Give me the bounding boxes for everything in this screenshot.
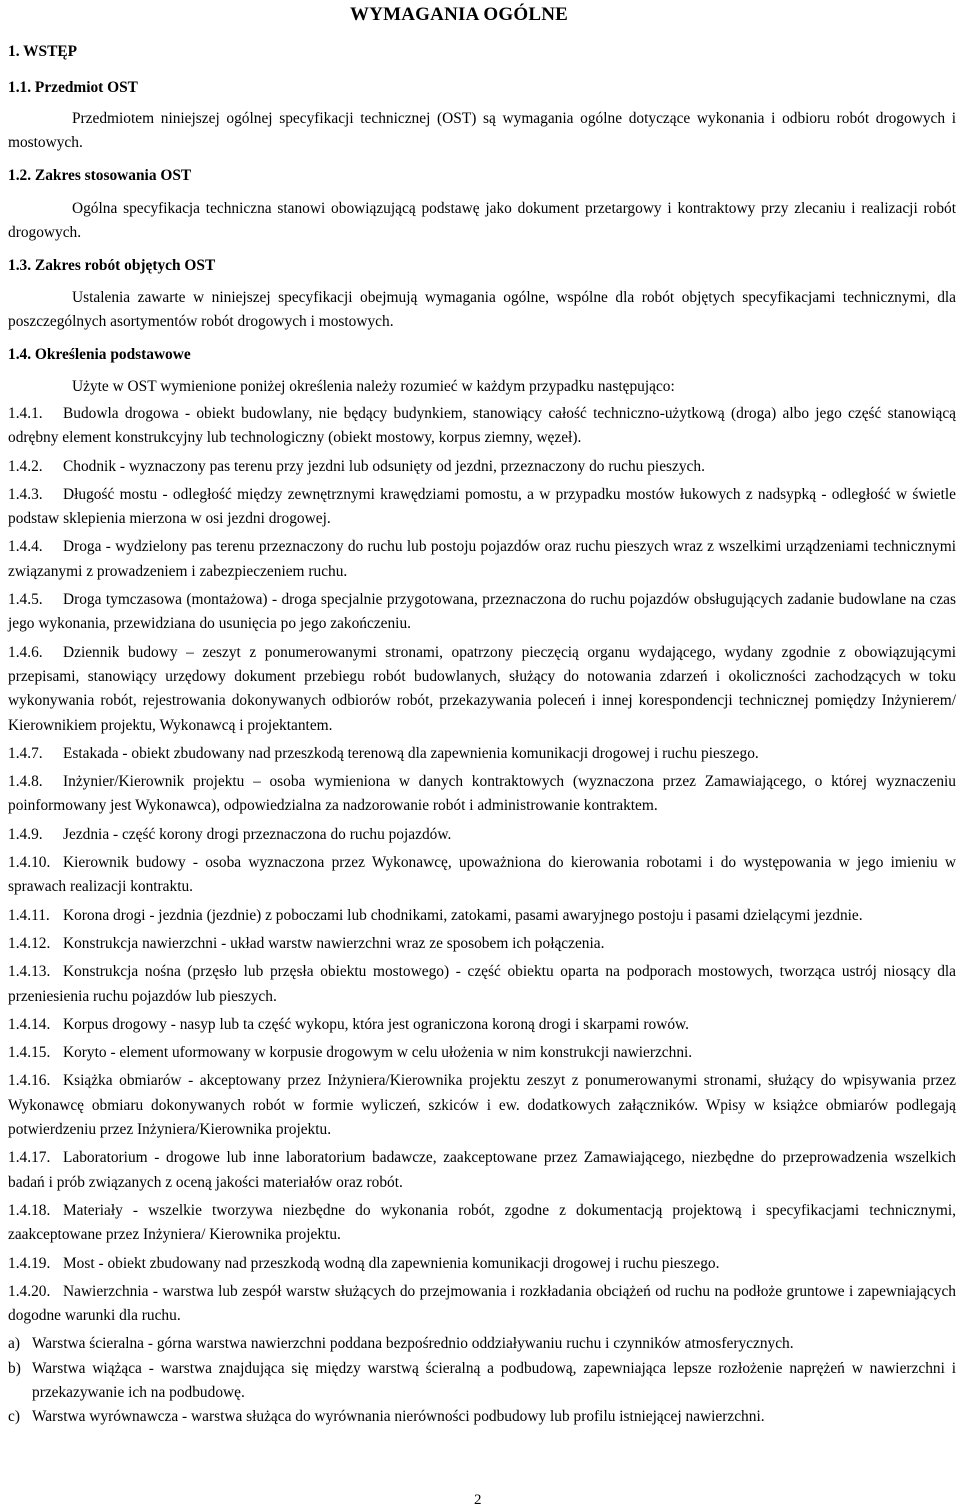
definition-text: Materiały - wszelkie tworzywa niezbędne do wykonania robót, zgodne z dokumentacją projektową i specyfikacjami technicznymi, zaakceptowane przez Inżyniera/ Kierownika projektu. bbox=[8, 1201, 956, 1244]
definition-number: 1.4.7. bbox=[8, 744, 43, 762]
definition-number: 1.4.13. bbox=[8, 963, 51, 981]
heading-zakres-stosowania: 1.2. Zakres stosowania OST bbox=[8, 167, 192, 184]
definitions-list bbox=[8, 402, 956, 1430]
sublist-marker: b) bbox=[8, 1359, 21, 1377]
definition-text: Konstrukcja nośna (przęsło lub przęsła obiektu mostowego) - część obiektu oparta na podporach mostowych, tworząca ustrój niosący dla przeniesienia ruchu pojazdów lub pieszych. bbox=[8, 963, 956, 1005]
layer-sublist bbox=[8, 1332, 956, 1429]
definition-number: 1.4.10. bbox=[8, 854, 51, 872]
definition-item bbox=[8, 641, 956, 738]
definition-number: 1.4.2. bbox=[8, 457, 43, 475]
definition-number: 1.4.3. bbox=[8, 485, 43, 503]
definition-number: 1.4.16. bbox=[8, 1072, 51, 1090]
definition-item bbox=[8, 932, 956, 956]
sublist-text: Warstwa wiążąca - warstwa znajdująca się między warstwą ścieralną a podbudową, zapewniająca lepsze rozłożenie naprężeń w nawierzchni i przekazywanie ich na podbudowę. bbox=[32, 1359, 956, 1401]
definition-text: Jezdnia - część korony drogi przeznaczona do ruchu pojazdów. bbox=[63, 825, 452, 843]
definition-number: 1.4.14. bbox=[8, 1015, 51, 1033]
definition-number: 1.4.11. bbox=[8, 906, 50, 924]
definition-item bbox=[8, 483, 956, 532]
definition-number: 1.4.8. bbox=[8, 773, 43, 791]
heading-okreslenia: 1.4. Określenia podstawowe bbox=[8, 346, 191, 363]
definition-item bbox=[8, 851, 956, 900]
sublist-marker: a) bbox=[8, 1335, 20, 1353]
definition-item bbox=[8, 1069, 956, 1142]
definition-number: 1.4.1. bbox=[8, 405, 43, 422]
definition-text: Nawierzchnia - warstwa lub zespół warstw służących do przejmowania i rozkładania obciążeń od ruchu na podłoże gruntowe i zapewniających dogodne warunki dla ruchu. bbox=[8, 1282, 956, 1325]
definition-text: Korpus drogowy - nasyp lub ta część wykopu, która jest ograniczona koroną drogi i skarpami rowów. bbox=[63, 1015, 690, 1033]
heading-zakres-robot: 1.3. Zakres robót objętych OST bbox=[8, 257, 216, 274]
paragraph-zakres-stosowania: Ogólna specyfikacja techniczna stanowi obowiązującą podstawę jako dokument przetargowy i kontraktowy przy zlecaniu i realizacji robót drogowych. bbox=[8, 200, 956, 242]
definition-item bbox=[8, 1252, 956, 1276]
definition-item bbox=[8, 1013, 956, 1037]
definition-number: 1.4.20. bbox=[8, 1282, 51, 1300]
definition-number: 1.4.4. bbox=[8, 538, 43, 556]
paragraph-zakres-robot: Ustalenia zawarte w niniejszej specyfikacji obejmują wymagania ogólne, wspólne dla robót objętych specyfikacjami technicznymi, dla poszczególnych asortymentów robót drogowych i mostowych. bbox=[8, 289, 956, 331]
definition-number: 1.4.5. bbox=[8, 591, 43, 609]
definition-item bbox=[8, 1146, 956, 1195]
definition-text: Droga tymczasowa (montażowa) - droga specjalnie przygotowana, przeznaczona do ruchu pojazdów obsługujących zadanie budowlane na czas jego wykonania, przewidziana do usunięcia po jego zakończeniu. bbox=[8, 591, 956, 633]
definition-text: Dziennik budowy – zeszyt z ponumerowanymi stronami, opatrzony pieczęcią organu wydającego, wydany zgodnie z obowiązującymi przepisami, stanowiący urzędowy dokument przebiegu robót budowlanych, służący do notowania zdarzeń i okoliczności zachodzących w toku wykonywania robót, rejestrowania dokonywanych odbiorów robót, przekazywania poleceń i innej korespondencji technicznej pomiędzy Inżynierem/ Kierownikiem projektu, Wykonawcą i projektantem. bbox=[8, 643, 956, 734]
definition-item bbox=[8, 742, 956, 766]
definition-item bbox=[8, 770, 956, 819]
heading-przedmiot-ost: 1.1. Przedmiot OST bbox=[8, 79, 138, 96]
definition-text: Most - obiekt zbudowany nad przeszkodą wodną dla zapewnienia komunikacji drogowej i ruchu pieszego. bbox=[63, 1254, 720, 1272]
definition-text: Długość mostu - odległość między zewnętrznymi krawędziami pomostu, a w przypadku mostów łukowych z nadsypką - odległość w świetle podstaw sklepienia mierzona w osi jezdni drogowej. bbox=[8, 485, 956, 528]
definition-number: 1.4.15. bbox=[8, 1044, 51, 1062]
sublist-item bbox=[8, 1332, 956, 1356]
definition-text: Inżynier/Kierownik projektu – osoba wymieniona w danych kontraktowych (wyznaczona przez Zamawiającego, o której wyznaczeniu poinformowany jest Wykonawca), odpowiedzialna za nadzorowanie robót i administrowanie kontraktem. bbox=[8, 773, 956, 815]
definition-text: Kierownik budowy - osoba wyznaczona przez Wykonawcę, upoważniona do kierowania robotami i do występowania w jego imieniu w sprawach realizacji kontraktu. bbox=[8, 854, 956, 896]
page-number: 2 bbox=[474, 1492, 482, 1508]
sublist-marker: c) bbox=[8, 1408, 20, 1426]
definition-item bbox=[8, 588, 956, 637]
definition-number: 1.4.17. bbox=[8, 1149, 51, 1167]
definition-item bbox=[8, 535, 956, 584]
definition-text: Korona drogi - jezdnia (jezdnie) z poboczami lub chodnikami, zatokami, pasami awaryjnego postoju i pasami dzielącymi jezdnie. bbox=[63, 906, 863, 924]
definition-item bbox=[8, 823, 956, 847]
sublist-text: Warstwa wyrównawcza - warstwa służąca do wyrównania nierówności podbudowy lub profilu istniejącej nawierzchni. bbox=[32, 1408, 765, 1426]
section-heading-wstep: 1. WSTĘP bbox=[8, 43, 77, 60]
sublist-text: Warstwa ścieralna - górna warstwa nawierzchni poddana bezpośrednio oddziaływaniu ruchu i czynników atmosferycznych. bbox=[32, 1335, 794, 1353]
definition-text: Koryto - element uformowany w korpusie drogowym w celu ułożenia w nim konstrukcji nawierzchni. bbox=[63, 1044, 693, 1062]
paragraph-okreslenia: Użyte w OST wymienione poniżej określenia należy rozumieć w każdym przypadku następująco: bbox=[72, 378, 675, 395]
definition-item bbox=[8, 1041, 956, 1065]
paragraph-przedmiot: Przedmiotem niniejszej ogólnej specyfikacji technicznej (OST) są wymagania ogólne dotyczące wykonania i odbioru robót drogowych i mostowych. bbox=[8, 110, 956, 152]
definition-item bbox=[8, 1280, 956, 1329]
definition-item bbox=[8, 1199, 956, 1248]
sublist-item bbox=[8, 1405, 956, 1429]
definition-number: 1.4.9. bbox=[8, 825, 43, 843]
definition-item bbox=[8, 455, 956, 479]
definition-text: Konstrukcja nawierzchni - układ warstw nawierzchni wraz ze sposobem ich połączenia. bbox=[63, 934, 605, 952]
definition-number: 1.4.6. bbox=[8, 643, 43, 661]
definition-item bbox=[8, 960, 956, 1009]
sublist-item bbox=[8, 1357, 956, 1406]
definition-text: Chodnik - wyznaczony pas terenu przy jezdni lub odsunięty od jezdni, przeznaczony do ruchu pieszych. bbox=[63, 457, 705, 475]
definition-text: Budowla drogowa - obiekt budowlany, nie będący budynkiem, stanowiący całość techniczno-użytkową (droga) albo jego część stanowiącą odrębny element konstrukcyjny lub technologiczny (obiekt mostowy, korpus ziemny, węzeł). bbox=[8, 405, 956, 447]
definition-text: Estakada - obiekt zbudowany nad przeszkodą terenową dla zapewnienia komunikacji drogowej i ruchu pieszego. bbox=[63, 744, 759, 762]
definition-number: 1.4.19. bbox=[8, 1254, 51, 1272]
definition-item bbox=[8, 904, 956, 928]
definition-text: Droga - wydzielony pas terenu przeznaczony do ruchu lub postoju pojazdów oraz ruchu pieszych wraz z wszelkimi urządzeniami technicznymi związanymi z prowadzeniem i zabezpieczeniem ruchu. bbox=[8, 538, 956, 580]
document-title: WYMAGANIA OGÓLNE bbox=[350, 4, 569, 25]
definition-item bbox=[8, 402, 956, 451]
definition-number: 1.4.12. bbox=[8, 934, 51, 952]
definition-number: 1.4.18. bbox=[8, 1201, 51, 1219]
definition-text: Książka obmiarów - akceptowany przez Inżyniera/Kierownika projektu zeszyt z ponumerowanymi stronami, służący do wpisywania przez Wykonawcę obmiaru dokonywanych robót w formie wyliczeń, szkiców i ew. dodatkowych załączników. Wpisy w książce obmiarów podlegają potwierdzeniu przez Inżyniera/Kierownika projektu. bbox=[8, 1072, 956, 1139]
definition-text: Laboratorium - drogowe lub inne laboratorium badawcze, zaakceptowane przez Zamawiającego, niezbędne do przeprowadzenia wszelkich badań i prób związanych z oceną jakości materiałów oraz robót. bbox=[8, 1149, 956, 1191]
